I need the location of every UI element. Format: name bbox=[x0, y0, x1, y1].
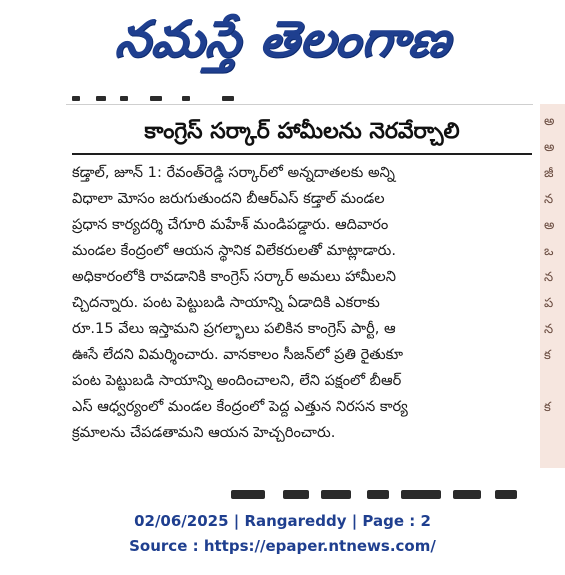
sidebar-glyph: న bbox=[544, 270, 554, 285]
sidebar-glyph: న bbox=[544, 322, 554, 337]
body-line: మండల కేంద్రంలో ఆయన స్థానిక విలేకరులతో మాట్లాడారు. bbox=[72, 242, 396, 259]
sidebar-glyph: ఒ bbox=[544, 244, 554, 259]
clipped-text-fragment-top bbox=[72, 92, 252, 104]
article-body bbox=[72, 160, 502, 446]
body-line: పంట పెట్టుబడి సాయాన్ని అందించాలని, లేని పక్షంలో బీఆర్ bbox=[72, 372, 402, 389]
body-line: ఊసే లేదని విమర్శించారు. వానకాలం సీజన్‌లో ప్రతి రైతుకూ bbox=[72, 346, 404, 363]
sidebar-glyph: అ bbox=[544, 140, 555, 155]
adjacent-column-fragment bbox=[540, 104, 565, 468]
sidebar-glyph: క bbox=[544, 348, 551, 363]
clipped-text-fragment-bottom bbox=[225, 488, 525, 504]
sidebar-glyph: ప bbox=[544, 296, 554, 311]
article-headline: కాంగ్రెస్ సర్కార్ హామీలను నెరవేర్చాలి bbox=[144, 119, 460, 144]
body-line: ఎస్ ఆధ్వర్యంలో మండల కేంద్రంలో పెద్ద ఎత్తున నిరసన కార్య bbox=[72, 398, 408, 415]
body-line: కడ్తాల్, జూన్ 1: రేవంత్‌రెడ్డి సర్కార్‌లో అన్నదాతలకు అన్ని bbox=[72, 164, 395, 181]
newspaper-masthead bbox=[0, 0, 565, 90]
source-link[interactable]: Source : https://epaper.ntnews.com/ bbox=[129, 537, 436, 555]
body-line: అధికారంలోకి రావడానికి కాంగ్రెస్ సర్కార్ అమలు హామీలని bbox=[72, 268, 396, 285]
sidebar-glyph: జీ bbox=[544, 166, 554, 181]
body-line: చ్చిదన్నారు. పంట పెట్టుబడి సాయాన్ని ఏడాదికి ఎకరాకు bbox=[72, 294, 380, 311]
body-line: విధాలా మోసం జరుగుతుందని బీఆర్‌ఎస్ కడ్తాల్ మండల bbox=[72, 190, 385, 207]
sidebar-glyph: క bbox=[544, 400, 551, 415]
body-line: ప్రధాన కార్యదర్శి చేగూరి మహేశ్ మండిపడ్డారు. ఆదివారం bbox=[72, 216, 389, 233]
headline-divider bbox=[72, 153, 532, 155]
masthead-title: నమస్తే తెలంగాణ bbox=[112, 9, 455, 68]
sidebar-glyph: అ bbox=[544, 218, 555, 233]
edition-info: 02/06/2025 | Rangareddy | Page : 2 bbox=[134, 512, 431, 530]
sidebar-glyph: అ bbox=[544, 114, 555, 129]
body-line: రూ.15 వేలు ఇస్తామని ప్రగల్భాలు పలికిన కాంగ్రెస్ పార్టీ, ఆ bbox=[72, 320, 396, 337]
sidebar-glyph: న bbox=[544, 192, 554, 207]
body-line: క్రమాలను చేపడతామని ఆయన హెచ్చరించారు. bbox=[72, 424, 336, 441]
